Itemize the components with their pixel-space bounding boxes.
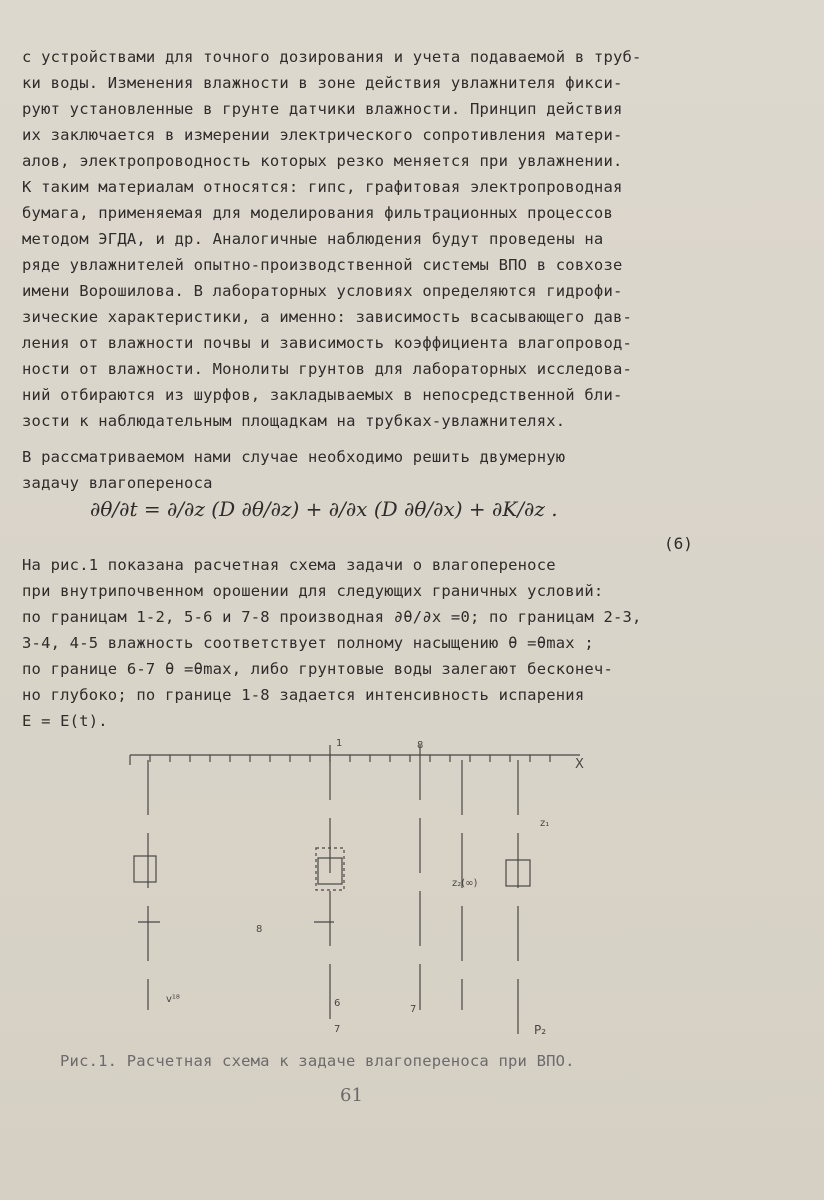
text-line: зости к наблюдательным площадкам на трубках-увлажнителях. — [22, 412, 566, 430]
text-line: по границам 1-2, 5-6 и 7-8 производная ∂θ/∂x =0; по границам 2-3, — [22, 608, 642, 626]
text-line: задачу влагопереноса — [22, 474, 213, 492]
text-line: зические характеристики, а именно: зависимость всасывающего дав- — [22, 308, 633, 326]
point-8-label: 8 — [417, 740, 424, 751]
figure-caption: Рис.1. Расчетная схема к задаче влагопереноса при ВПО. — [60, 1052, 575, 1070]
text-line: ления от влажности почвы и зависимость коэффициента влагопровод- — [22, 334, 633, 352]
text-line: но глубоко; по границе 1-8 задается интенсивность испарения — [22, 686, 585, 704]
text-line: при внутрипочвенном орошении для следующих граничных условий: — [22, 582, 604, 600]
text-line: 3-4, 4-5 влажность соответствует полному насыщению θ =θmax ; — [22, 634, 594, 652]
left-tube-rect — [134, 856, 156, 882]
page-number: 61 — [340, 1085, 363, 1106]
ground-ticks — [130, 755, 550, 765]
text-line: по границе 6-7 θ =θmax, либо грунтовые воды залегают бесконеч- — [22, 660, 613, 678]
bottom-7-label: 7 — [334, 1024, 341, 1035]
text-line: алов, электропроводность которых резко меняется при увлажнении. — [22, 152, 623, 170]
text-line: ряде увлажнителей опытно-производственной системы ВПО в совхозе — [22, 256, 623, 274]
axis-x-label: X — [575, 757, 584, 772]
text-line: ности от влажности. Монолиты грунтов для лабораторных исследова- — [22, 360, 633, 378]
text-line: методом ЭГДА, и др. Аналогичные наблюдения будут проведены на — [22, 230, 604, 248]
equation-6: ∂θ/∂t = ∂/∂z (D ∂θ/∂z) + ∂/∂x (D ∂θ/∂x) + ∂K/∂z . — [90, 497, 558, 521]
text-line: E = E(t). — [22, 712, 108, 730]
p-label: P₂ — [534, 1023, 547, 1037]
mid-8-label: 8 — [256, 924, 263, 935]
text-line: К таким материалам относятся: гипс, графитовая электропроводная — [22, 178, 623, 196]
point-7-label: 7 — [410, 1004, 417, 1015]
equation-number: (6) — [664, 534, 693, 553]
text-line: их заключается в измерении электрического сопротивления матери- — [22, 126, 623, 144]
text-line: бумага, применяемая для моделирования фильтрационных процессов — [22, 204, 613, 222]
text-line: с устройствами для точного дозирования и учета подаваемой в труб- — [22, 48, 642, 66]
text-line: В рассматриваемом нами случае необходимо решить двумерную — [22, 448, 566, 466]
point-1-label: 1 — [336, 738, 343, 749]
text-line: руют установленные в грунте датчики влажности. Принцип действия — [22, 100, 623, 118]
z1-label: z₁ — [540, 818, 550, 829]
point-6-label: 6 — [334, 998, 341, 1009]
z2-label: z₂(∞) — [452, 878, 478, 889]
bottom-left-label: v¹⁸ — [166, 994, 180, 1005]
text-line: имени Ворошилова. В лабораторных условиях определяются гидрофи- — [22, 282, 623, 300]
text-line: ки воды. Изменения влажности в зоне действия увлажнителя фикси- — [22, 74, 623, 92]
text-line: На рис.1 показана расчетная схема задачи о влагопереносе — [22, 556, 556, 574]
text-line: ний отбираются из шурфов, закладываемых в непосредственной бли- — [22, 386, 623, 404]
